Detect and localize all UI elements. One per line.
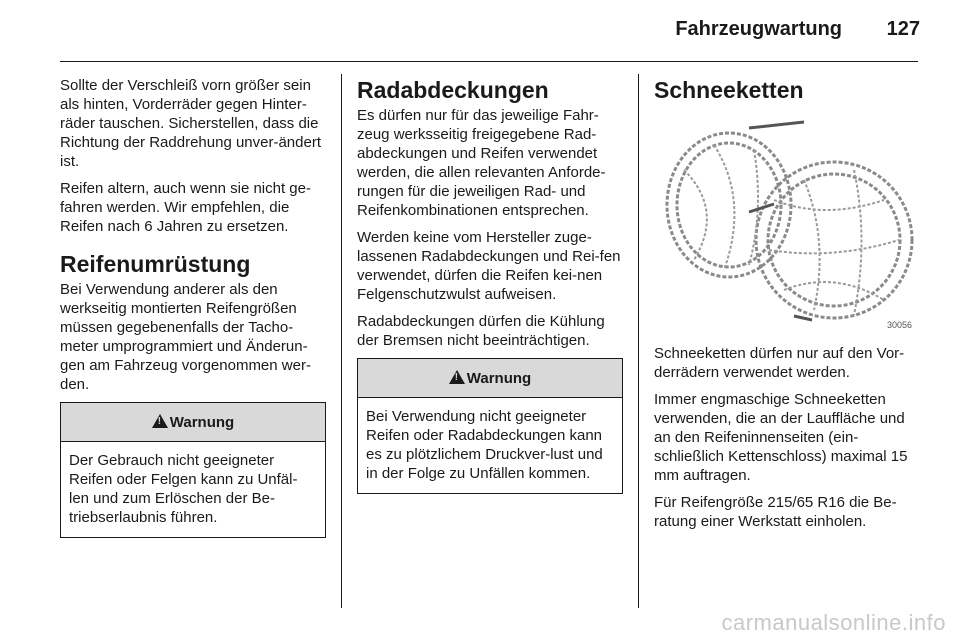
page-header <box>0 0 960 62</box>
paragraph-tire-size: Für Reifengröße 215/65 R16 die Be-ratung einer Werkstatt einholen. <box>654 494 897 530</box>
header-rule <box>60 61 918 62</box>
heading-reifenumruestung: Reifenumrüstung <box>60 251 251 277</box>
figure-code: 30056 <box>886 320 912 330</box>
warning-box-2 <box>357 358 623 494</box>
heading-schneeketten: Schneeketten <box>654 77 804 103</box>
column-divider-2 <box>638 74 639 608</box>
warning-triangle-icon <box>449 370 465 384</box>
column-1 <box>60 76 326 538</box>
paragraph-tire-change: Bei Verwendung anderer als den werkseitig montierten Reifengrößen müssen gegebenenfalls der Tacho-meter umprogrammiert und Änderun-gen am Fahrzeug vorgenommen wer-den. <box>60 281 311 393</box>
warning-text: Bei Verwendung nicht geeigneter Reifen oder Radabdeckungen kann es zu plötzlichem Druckver-lust und in der Folge zu Unfällen kommen. <box>366 408 603 482</box>
paragraph-wheel-covers: Es dürfen nur für das jeweilige Fahr-zeug werksseitig freigegebene Rad-abdeckungen und Reifen verwendet werden, die allen relevanten Anforde-rungen für die jeweiligen Rad- und Reifenkombinationen entsprechen. <box>357 107 606 219</box>
column-divider-1 <box>341 74 342 608</box>
snow-chain-illustration <box>654 110 916 330</box>
column-2 <box>357 76 623 494</box>
warning-header <box>61 403 325 442</box>
page-number: 127 <box>886 18 920 40</box>
heading-radabdeckungen: Radabdeckungen <box>357 77 549 103</box>
warning-box-1 <box>60 402 326 538</box>
paragraph-brake-cooling: Radabdeckungen dürfen die Kühlung der Bremsen nicht beeinträchtigen. <box>357 313 605 349</box>
paragraph-fine-mesh: Immer engmaschige Schneeketten verwenden, die an der Lauffläche und an den Reifeninnenseiten (ein-schließlich Kettenschloss) maximal 15 mm auftragen. <box>654 391 908 484</box>
paragraph-tire-age: Reifen altern, auch wenn sie nicht ge-fahren werden. Wir empfehlen, die Reifen nach 6 Jahren zu ersetzen. <box>60 180 311 235</box>
section-title: Fahrzeugwartung <box>675 18 842 40</box>
watermark: carmanualsonline.info <box>721 610 946 635</box>
warning-triangle-icon <box>152 414 168 428</box>
warning-header <box>358 359 622 398</box>
paragraph-non-approved: Werden keine vom Hersteller zuge-lassenen Radabdeckungen und Rei-fen verwendet, dürfen die Reifen kei-nen Felgenschutzwulst aufweisen. <box>357 229 621 303</box>
paragraph-wear: Sollte der Verschleiß vorn größer sein als hinten, Vorderräder gegen Hinter-räder tauschen. Sicherstellen, dass die Richtung der Raddrehung unver-ändert ist. <box>60 77 321 170</box>
warning-title: Warnung <box>169 413 235 431</box>
paragraph-front-wheels: Schneeketten dürfen nur auf den Vor-derrädern verwendet werden. <box>654 345 905 381</box>
column-3 <box>654 76 922 539</box>
warning-title: Warnung <box>466 369 532 387</box>
warning-text: Der Gebrauch nicht geeigneter Reifen oder Felgen kann zu Unfäl-len und zum Erlöschen der Be-triebserlaubnis führen. <box>69 452 298 526</box>
snow-chain-icon <box>654 110 916 330</box>
